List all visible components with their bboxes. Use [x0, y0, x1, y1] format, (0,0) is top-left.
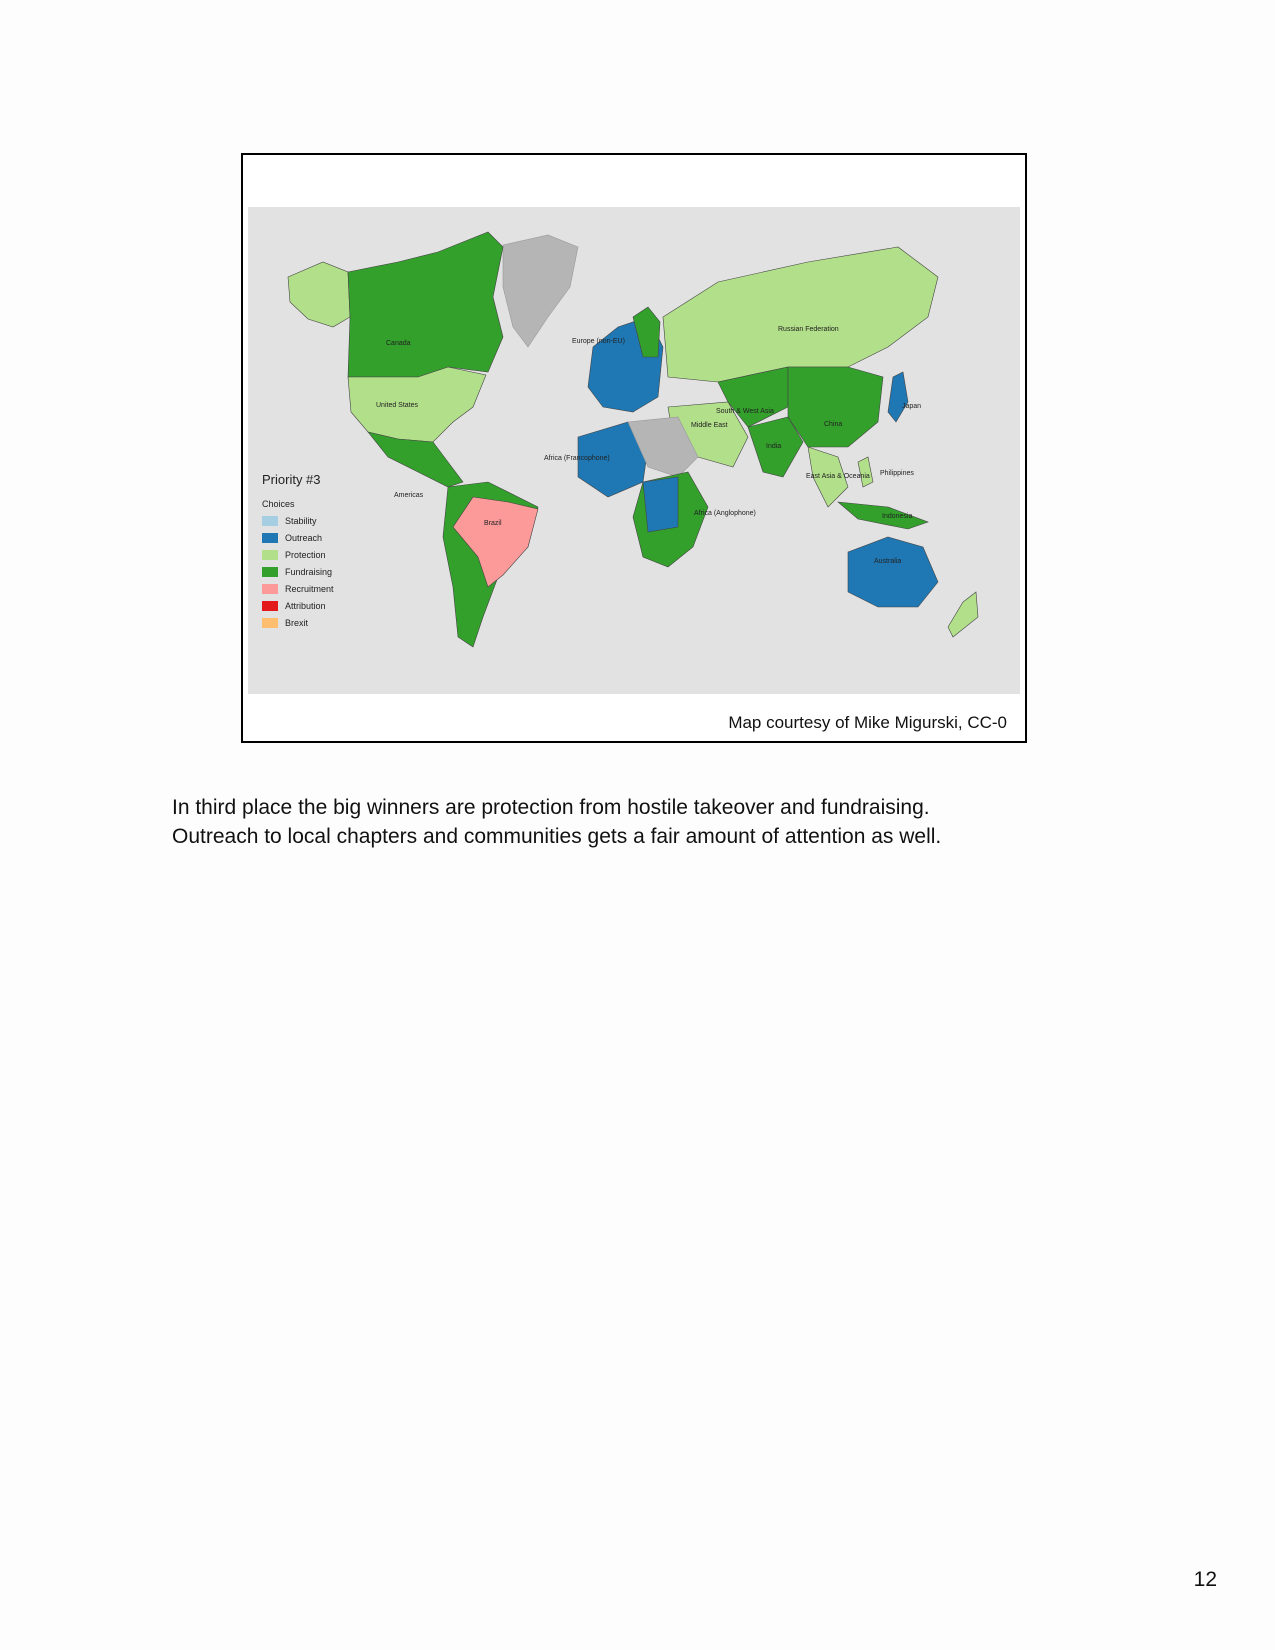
label-united-states: United States	[376, 402, 419, 409]
legend-item-fundraising	[262, 563, 334, 580]
legend-swatch	[262, 550, 278, 560]
world-map	[248, 207, 1020, 694]
label-australia: Australia	[874, 558, 902, 565]
label-china: China	[824, 421, 843, 428]
legend-swatch	[262, 533, 278, 543]
map-legend	[262, 472, 334, 631]
label-americas: Americas	[394, 492, 424, 499]
alaska-shape	[288, 262, 350, 327]
label-india: India	[766, 443, 782, 450]
legend-item-stability	[262, 512, 334, 529]
legend-title: Priority #3	[262, 472, 321, 487]
slide-frame	[241, 153, 1027, 743]
japan-shape	[888, 372, 908, 422]
new-zealand-shape	[948, 592, 978, 637]
legend-item-brexit	[262, 614, 334, 631]
label-europe-non-eu: Europe (non-EU)	[572, 338, 625, 345]
china-shape	[788, 367, 883, 447]
legend-item-attribution	[262, 597, 334, 614]
label-east-asia-oceania: East Asia & Oceania	[806, 473, 870, 480]
legend-item-protection	[262, 546, 334, 563]
label-indonesia: Indonesia	[882, 513, 913, 520]
legend-swatch	[262, 567, 278, 577]
legend-label: Stability	[285, 515, 317, 526]
legend-item-recruitment	[262, 580, 334, 597]
central-america-shape	[368, 432, 463, 487]
page-number: 12	[1193, 1568, 1217, 1591]
australia-shape	[848, 537, 938, 607]
caption-line-1: In third place the big winners are protection from hostile takeover and fundraising.	[172, 796, 930, 819]
map-credit: Map courtesy of Mike Migurski, CC-0	[728, 713, 1007, 732]
legend-label: Attribution	[285, 600, 326, 611]
label-canada: Canada	[386, 340, 411, 347]
legend-swatch	[262, 601, 278, 611]
legend-item-outreach	[262, 529, 334, 546]
label-japan: Japan	[902, 403, 922, 410]
central-africa-shape	[643, 477, 678, 532]
legend-label: Outreach	[285, 532, 323, 543]
canada-shape	[348, 232, 503, 377]
label-brazil: Brazil	[484, 520, 502, 527]
legend-swatch	[262, 584, 278, 594]
label-philippines: Philippines	[880, 470, 914, 477]
legend-label: Brexit	[285, 617, 309, 628]
legend-label: Fundraising	[285, 566, 333, 577]
legend-swatch	[262, 618, 278, 628]
legend-label: Recruitment	[285, 583, 334, 594]
label-africa-francophone: Africa (Francophone)	[544, 455, 610, 462]
label-middle-east: Middle East	[691, 422, 728, 429]
label-russia: Russian Federation	[778, 326, 839, 333]
russia-shape	[663, 247, 938, 382]
legend-label: Protection	[285, 549, 326, 560]
label-africa-anglophone: Africa (Anglophone)	[694, 510, 756, 517]
caption-line-2: Outreach to local chapters and communities gets a fair amount of attention as well.	[172, 825, 942, 848]
legend-swatch	[262, 516, 278, 526]
world-map-svg	[248, 207, 1020, 694]
legend-subtitle: Choices	[262, 499, 295, 509]
greenland-shape	[503, 235, 578, 347]
caption-text	[172, 793, 1072, 851]
philippines-shape	[858, 457, 873, 487]
label-south-west-asia: South & West Asia	[716, 408, 774, 415]
